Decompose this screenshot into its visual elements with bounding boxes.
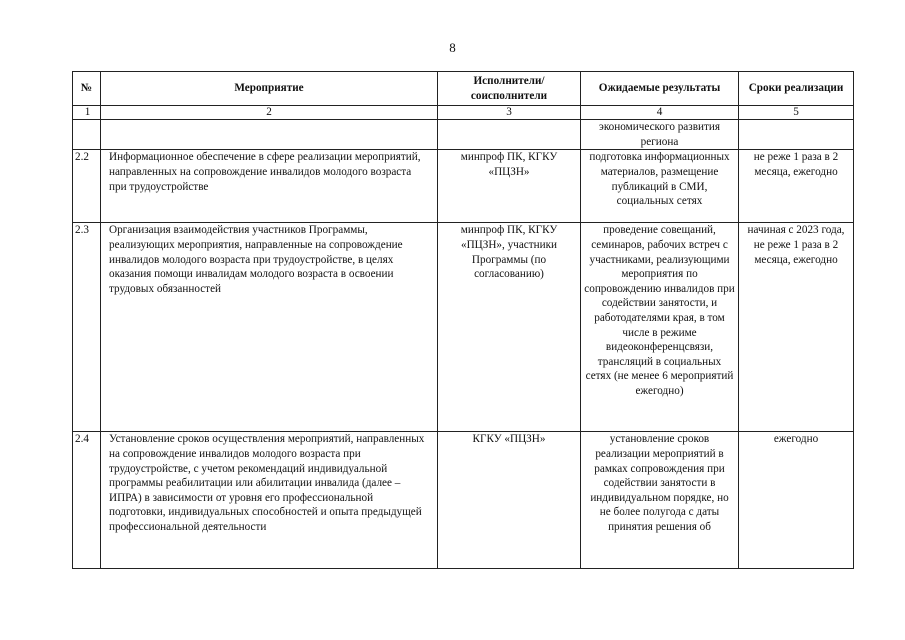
row-event: Информационное обеспечение в сфере реализации мероприятий, направленных на сопровождение инвалидов молодого возраста при трудоустройстве [101, 150, 438, 223]
row-term: начиная с 2023 года, не реже 1 раза в 2 месяца, ежегодно [739, 223, 854, 432]
row-executors: минпроф ПК, КГКУ «ПЦЗН», участники Программы (по согласованию) [438, 223, 581, 432]
header-num: № [73, 72, 101, 106]
row-result: подготовка информационных материалов, размещение публикаций в СМИ, социальных сетях [581, 150, 739, 223]
column-number: 3 [438, 106, 581, 120]
table-row [73, 120, 854, 150]
row-term [739, 120, 854, 150]
column-numbers-row [73, 106, 854, 120]
table-row [73, 432, 854, 569]
row-term: ежегодно [739, 432, 854, 569]
row-executors [438, 120, 581, 150]
column-number: 1 [73, 106, 101, 120]
row-executors: КГКУ «ПЦЗН» [438, 432, 581, 569]
row-num: 2.2 [73, 150, 101, 223]
table-header [73, 72, 854, 106]
row-executors: минпроф ПК, КГКУ «ПЦЗН» [438, 150, 581, 223]
column-number: 2 [101, 106, 438, 120]
row-result: экономического развития региона [581, 120, 739, 150]
header-results: Ожидаемые результаты [581, 72, 739, 106]
column-number: 5 [739, 106, 854, 120]
row-event: Организация взаимодействия участников Программы, реализующих мероприятия, направленные на сопровождение инвалидов молодого возраста при трудоустройстве, в целях оказания помощи инвалидам молодого возраста в освоении трудовых обязанностей [101, 223, 438, 432]
table-row [73, 223, 854, 432]
row-event [101, 120, 438, 150]
row-num: 2.4 [73, 432, 101, 569]
header-event: Мероприятие [101, 72, 438, 106]
table-row [73, 150, 854, 223]
plan-table [72, 71, 854, 569]
column-number: 4 [581, 106, 739, 120]
row-result: проведение совещаний, семинаров, рабочих встреч с участниками, реализующими мероприятия по сопровождению инвалидов при содействии занятости, и работодателями края, в том числе в режиме видеоконференцсвязи, трансляций в социальных сетях (не менее 6 мероприятий ежегодно) [581, 223, 739, 432]
row-num [73, 120, 101, 150]
row-result: установление сроков реализации мероприятий в рамках сопровождения при содействии занятости в индивидуальном порядке, но не более полугода с даты принятия решения об [581, 432, 739, 569]
row-term: не реже 1 раза в 2 месяца, ежегодно [739, 150, 854, 223]
header-terms: Сроки реализации [739, 72, 854, 106]
row-num: 2.3 [73, 223, 101, 432]
header-executors: Исполнители/ соисполнители [438, 72, 581, 106]
page-number: 8 [449, 40, 456, 55]
row-event: Установление сроков осуществления мероприятий, направленных на сопровождение инвалидов молодого возраста при трудоустройстве, с учетом рекомендаций индивидуальной программы реабилитации или абилитации инвалида (далее – ИПРА) в зависимости от уровня его профессиональной подготовки, индивидуальных способностей и опыта предыдущей профессиональной деятельности [101, 432, 438, 569]
